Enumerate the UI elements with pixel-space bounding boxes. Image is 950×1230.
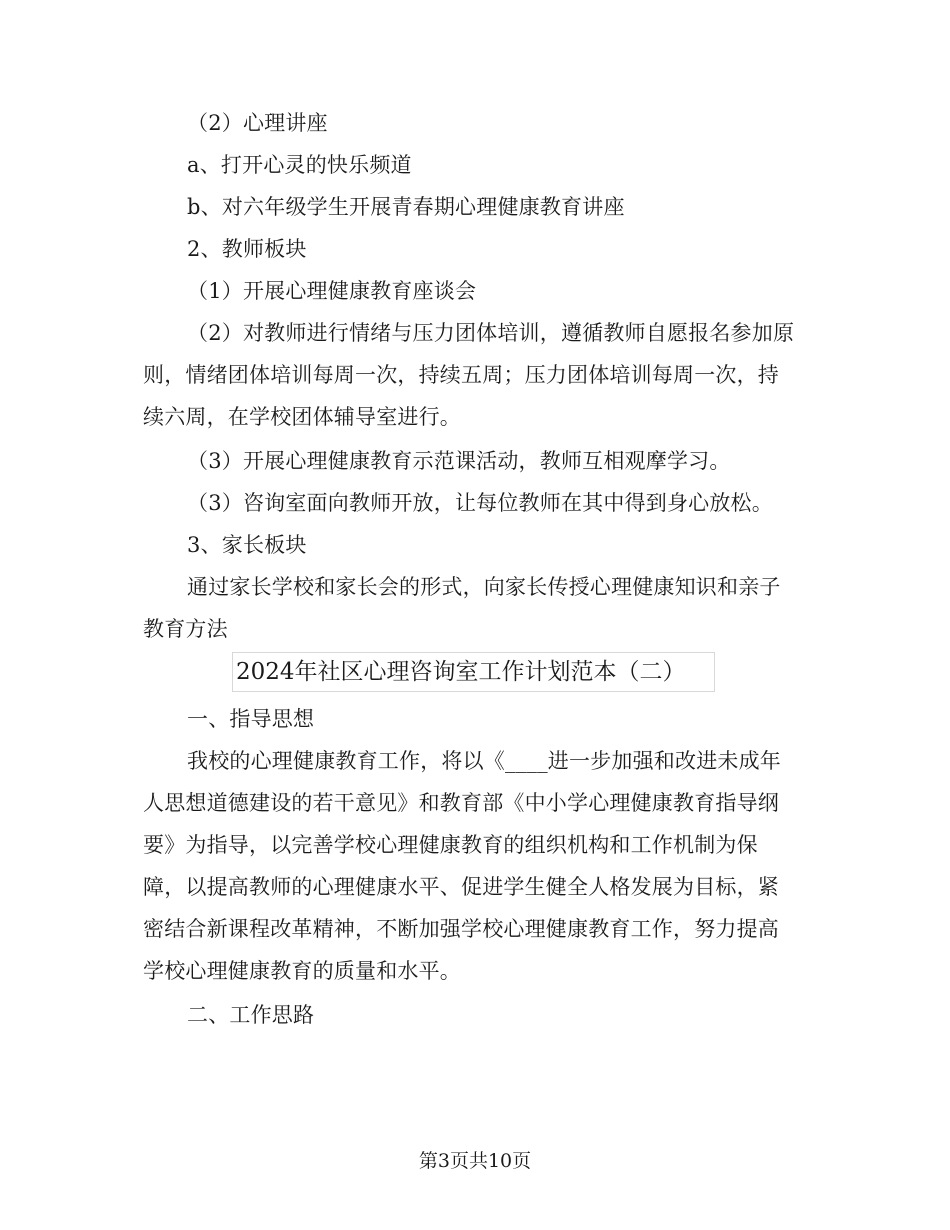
guiding-paragraph-line-3: 要》为指导，以完善学校心理健康教育的组织机构和工作机制为保	[143, 833, 758, 857]
document-title: 2024年社区心理咨询室工作计划范本（二）	[236, 659, 686, 685]
psych-lecture-heading: （2）心理讲座	[187, 111, 328, 135]
guiding-paragraph-line-6: 学校心理健康教育的质量和水平。	[143, 959, 461, 983]
guiding-paragraph-line-1: 我校的心理健康教育工作，将以《____进一步加强和改进未成年	[187, 749, 781, 773]
teacher-item-3a: （3）开展心理健康教育示范课活动，教师互相观摩学习。	[187, 449, 731, 473]
teacher-item-3b: （3）咨询室面向教师开放，让每位教师在其中得到身心放松。	[187, 491, 773, 515]
list-item-a: a、打开心灵的快乐频道	[187, 153, 412, 177]
page-number: 第3页共10页	[418, 1150, 532, 1172]
guiding-paragraph-line-4: 障，以提高教师的心理健康水平、促进学生健全人格发展为目标，紧	[143, 875, 779, 899]
guiding-paragraph-line-5: 密结合新课程改革精神，不断加强学校心理健康教育工作，努力提高	[143, 917, 779, 941]
work-approach-heading: 二、工作思路	[187, 1003, 315, 1027]
guiding-paragraph-line-2: 人思想道德建设的若干意见》和教育部《中小学心理健康教育指导纲	[143, 791, 779, 815]
teacher-item-2-line-3: 续六周，在学校团体辅导室进行。	[143, 405, 461, 429]
parent-paragraph-line-2: 教育方法	[143, 617, 228, 641]
list-item-b: b、对六年级学生开展青春期心理健康教育讲座	[187, 195, 625, 219]
guiding-thought-heading: 一、指导思想	[187, 707, 315, 731]
parent-paragraph-line-1: 通过家长学校和家长会的形式，向家长传授心理健康知识和亲子	[187, 575, 781, 599]
teacher-section-heading: 2、教师板块	[187, 237, 307, 261]
parent-section-heading: 3、家长板块	[187, 533, 307, 557]
teacher-item-2-line-1: （2）对教师进行情绪与压力团体培训，遵循教师自愿报名参加原	[187, 321, 795, 345]
teacher-item-2-line-2: 则，情绪团体培训每周一次，持续五周；压力团体培训每周一次，持	[143, 363, 779, 387]
teacher-item-1: （1）开展心理健康教育座谈会	[187, 279, 477, 303]
